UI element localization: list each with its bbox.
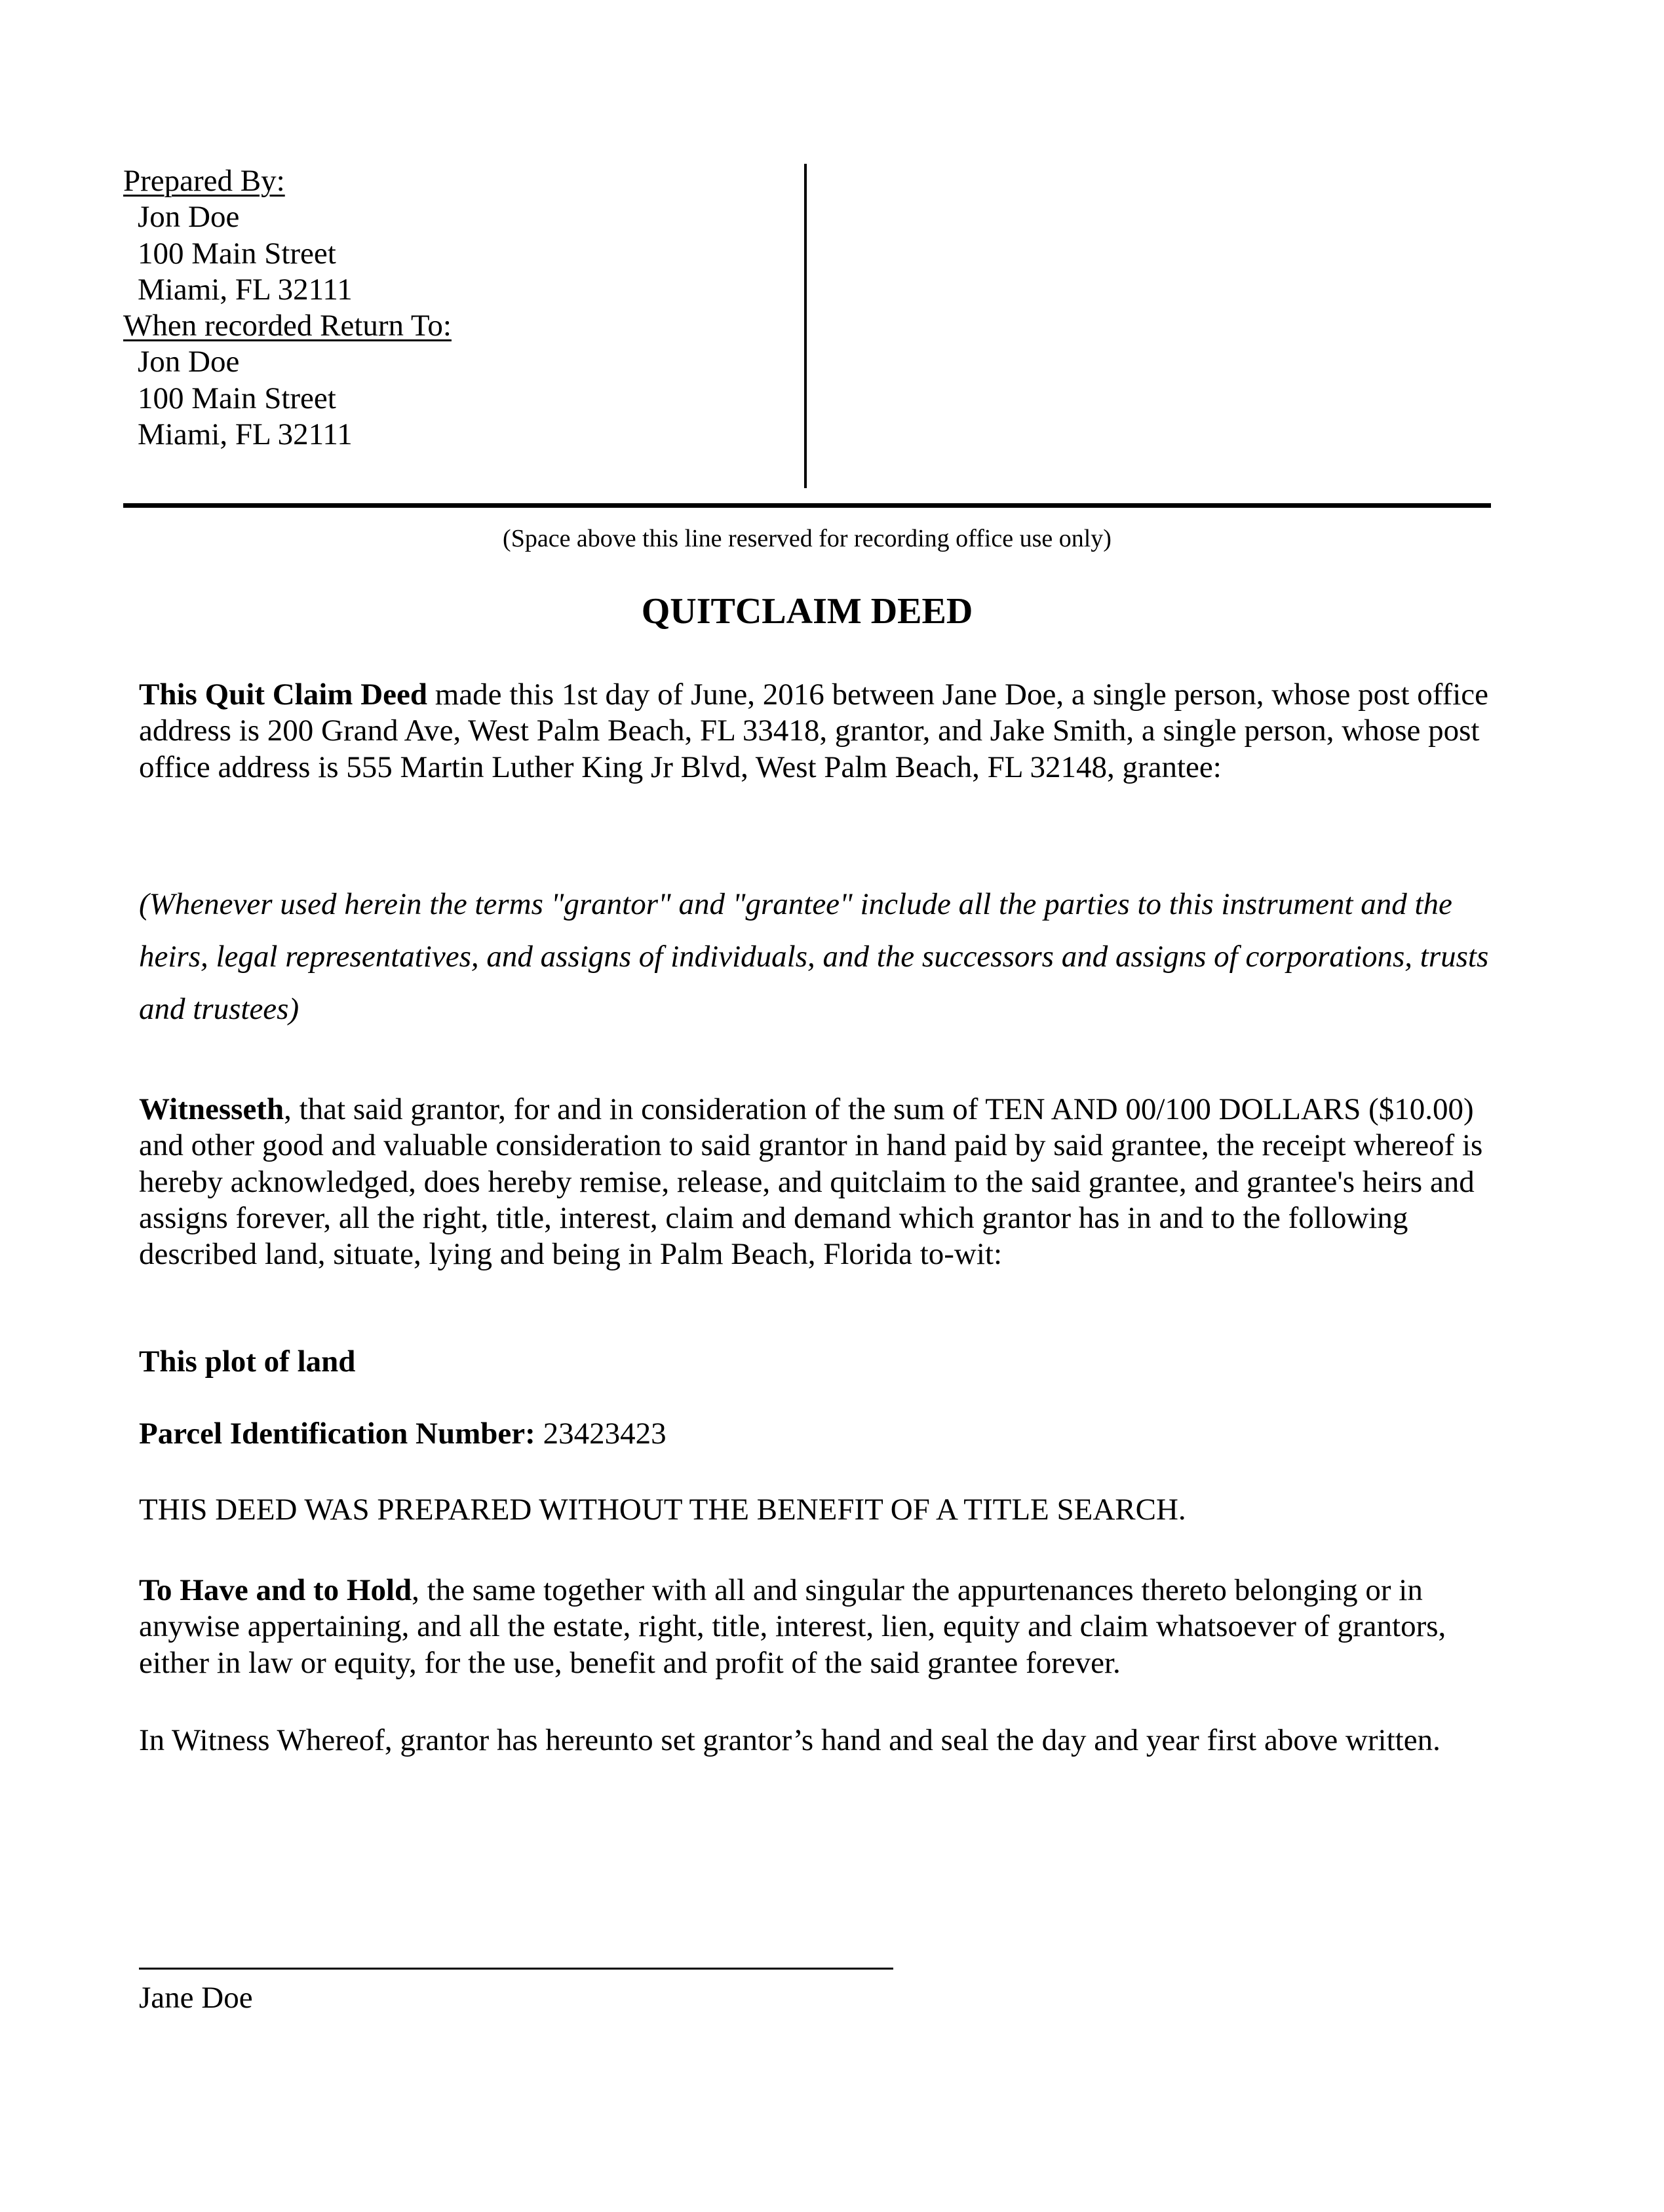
intro-text: made this 1st day of June, 2016 between Jane Doe, a single person, whose post office address is 200 Grand Ave, West Palm Beach, FL 33418, grantor, and Jake Smith, a single person, whose post office address is 555 Martin Luther King Jr Blvd, West Palm Beach, FL 32148, grantee: xyxy=(139,677,1488,784)
return-to-name: Jon Doe xyxy=(138,345,240,379)
in-witness-paragraph: In Witness Whereof, grantor has hereunto set grantor’s hand and seal the day and year first above written. xyxy=(139,1723,1441,1757)
title-search-note: THIS DEED WAS PREPARED WITHOUT THE BENEFIT OF A TITLE SEARCH. xyxy=(139,1493,1186,1527)
prepared-by-street: 100 Main Street xyxy=(138,236,336,271)
witnesseth-paragraph xyxy=(139,1092,1496,1272)
parcel-label: Parcel Identification Number: xyxy=(139,1417,535,1451)
reserved-note: (Space above this line reserved for recording office use only) xyxy=(503,525,1112,552)
intro-paragraph xyxy=(139,677,1496,786)
habendum-paragraph xyxy=(139,1573,1496,1681)
header-vertical-divider xyxy=(804,164,807,488)
prepared-by-block xyxy=(123,163,452,453)
recording-space-divider xyxy=(123,503,1491,508)
land-description xyxy=(139,1344,1496,1380)
habendum-text: , the same together with all and singular the appurtenances thereto belonging or in anywise appertaining, and all the estate, right, title, interest, lien, equity and claim whatsoever of grantors, either in law or equity, for the use, benefit and profit of the said grantee forever. xyxy=(139,1573,1446,1680)
return-to-label: When recorded Return To: xyxy=(123,309,452,343)
parcel-number xyxy=(139,1416,1496,1452)
definitions-paragraph: (Whenever used herein the terms "grantor" and "grantee" include all the parties to this instrument and the heirs, legal representatives, and assigns of individuals, and the successors and assigns of corporations, trusts and trustees) xyxy=(139,887,1489,1026)
land-description-text: This plot of land xyxy=(139,1344,356,1379)
prepared-by-city: Miami, FL 32111 xyxy=(138,272,353,307)
witnesseth-text: , that said grantor, for and in consideration of the sum of TEN AND 00/100 DOLLARS ($10.00) and other good and valuable consideration to said grantor in hand paid by said grantee, the receipt whereof is hereby acknowledged, does hereby remise, release, and quitclaim to the said grantee, and grantee's heirs and assigns forever, all the right, title, interest, claim and demand which grantor has in and to the following described land, situate, lying and being in Palm Beach, Florida to-wit: xyxy=(139,1092,1483,1272)
habendum-bold: To Have and to Hold xyxy=(139,1573,412,1607)
witnesseth-bold: Witnesseth xyxy=(139,1092,284,1126)
signature-name: Jane Doe xyxy=(139,1981,253,2015)
document-title: QUITCLAIM DEED xyxy=(641,591,973,632)
signature-line xyxy=(139,1968,893,1970)
prepared-by-label: Prepared By: xyxy=(123,164,285,198)
prepared-by-name: Jon Doe xyxy=(138,200,240,235)
return-to-street: 100 Main Street xyxy=(138,381,336,415)
return-to-city: Miami, FL 32111 xyxy=(138,417,353,452)
intro-bold: This Quit Claim Deed xyxy=(139,677,428,712)
parcel-value: 23423423 xyxy=(535,1417,667,1451)
